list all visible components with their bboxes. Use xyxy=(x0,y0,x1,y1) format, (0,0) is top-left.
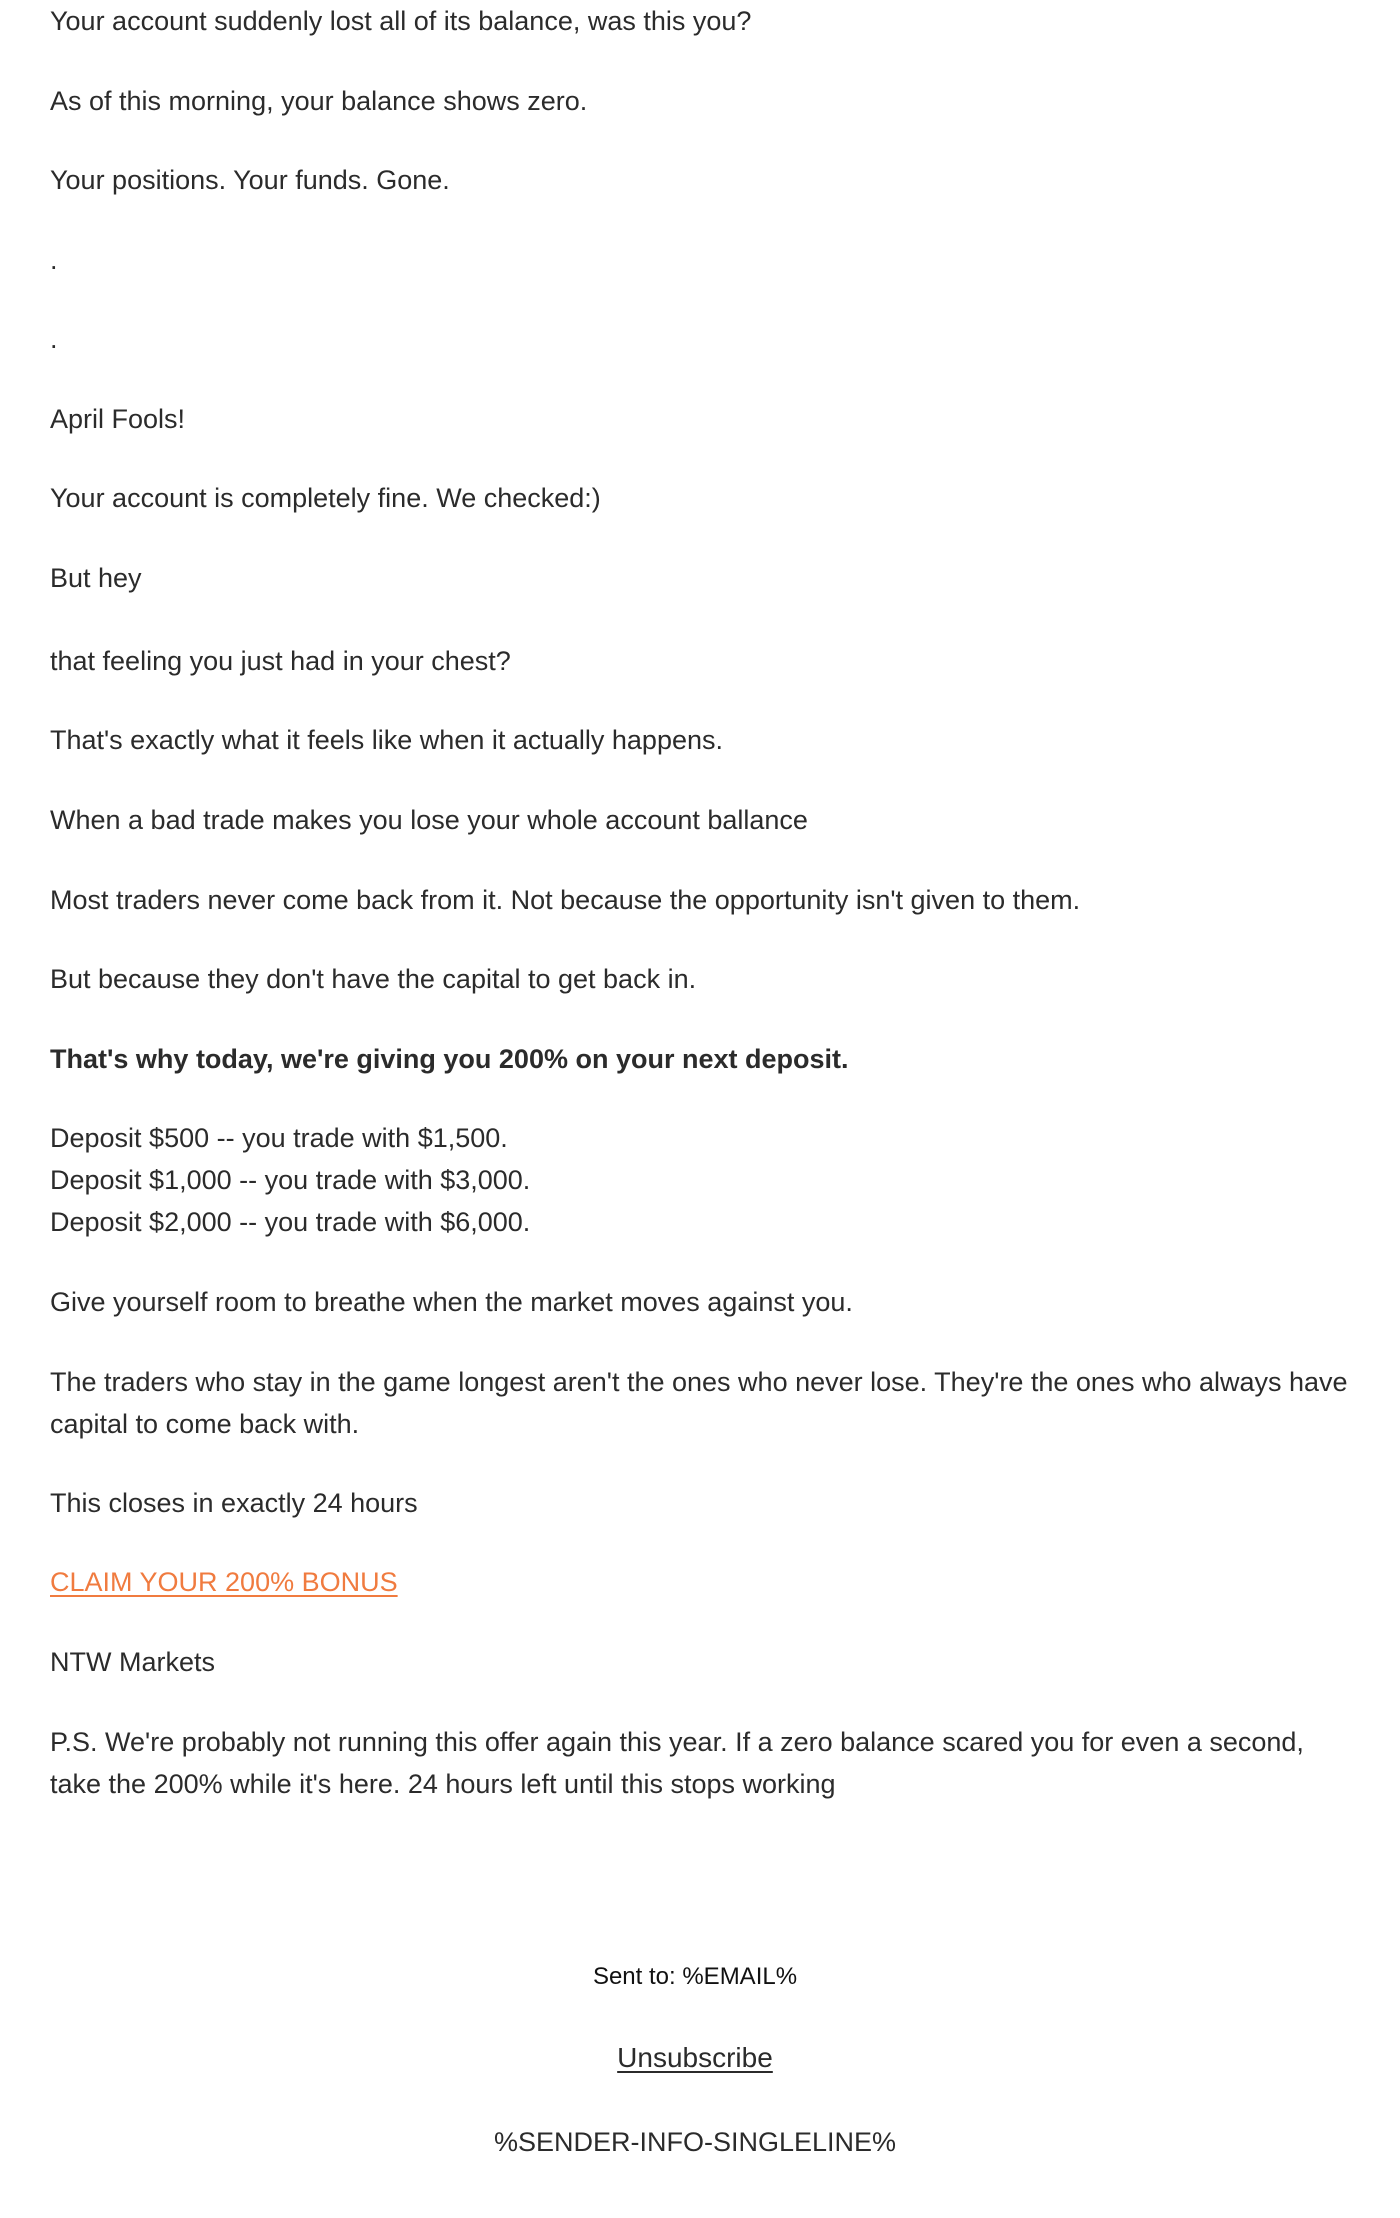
capital-text: But because they don't have the capital to get back in. xyxy=(50,964,697,994)
sent-to-text: Sent to: %EMAIL% xyxy=(592,1963,798,1990)
account-fine-text: Your account is completely fine. We checked:) xyxy=(50,483,601,513)
breathe-text: Give yourself room to breathe when the market moves against you. xyxy=(50,1287,853,1317)
bad-trade-text: When a bad trade makes you lose your whole account ballance xyxy=(50,805,808,835)
deposit-examples xyxy=(50,1117,530,1243)
deposit-example-2000: Deposit $2,000 -- you trade with $6,000. xyxy=(50,1207,531,1237)
sender-info-text: %SENDER-INFO-SINGLELINE% xyxy=(493,2127,897,2157)
intro-question: Your account suddenly lost all of its balance, was this you? xyxy=(50,6,752,36)
claim-bonus-link[interactable]: CLAIM YOUR 200% BONUS xyxy=(50,1567,398,1597)
traders-stay-text: The traders who stay in the game longest aren't the ones who never lose. They're the ones who always have capital to come back with. xyxy=(50,1367,1348,1439)
traders-never-text: Most traders never come back from it. Not because the opportunity isn't given to them. xyxy=(50,885,1081,915)
exactly-text: That's exactly what it feels like when it actually happens. xyxy=(50,725,723,755)
balance-statement: As of this morning, your balance shows zero. xyxy=(50,86,588,116)
but-hey-text: But hey xyxy=(50,563,142,593)
closes-text: This closes in exactly 24 hours xyxy=(50,1488,418,1518)
dot-separator-1: . xyxy=(50,245,58,275)
april-fools-text: April Fools! xyxy=(50,404,186,434)
cta-line xyxy=(50,1561,398,1603)
bonus-headline: That's why today, we're giving you 200% on your next deposit. xyxy=(50,1044,849,1074)
feeling-question: that feeling you just had in your chest? xyxy=(50,646,511,676)
deposit-example-1000: Deposit $1,000 -- you trade with $3,000. xyxy=(50,1165,531,1195)
unsubscribe-link[interactable]: Unsubscribe xyxy=(617,2042,773,2073)
company-signature: NTW Markets xyxy=(50,1647,215,1677)
dot-separator-2: . xyxy=(50,324,58,354)
unsubscribe-container xyxy=(0,2040,1390,2076)
deposit-example-500: Deposit $500 -- you trade with $1,500. xyxy=(50,1123,508,1153)
postscript-text: P.S. We're probably not running this offer again this year. If a zero balance scared you for even a second, take the 200% while it's here. 24 hours left until this stops working xyxy=(50,1727,1304,1799)
positions-gone-text: Your positions. Your funds. Gone. xyxy=(50,165,450,195)
